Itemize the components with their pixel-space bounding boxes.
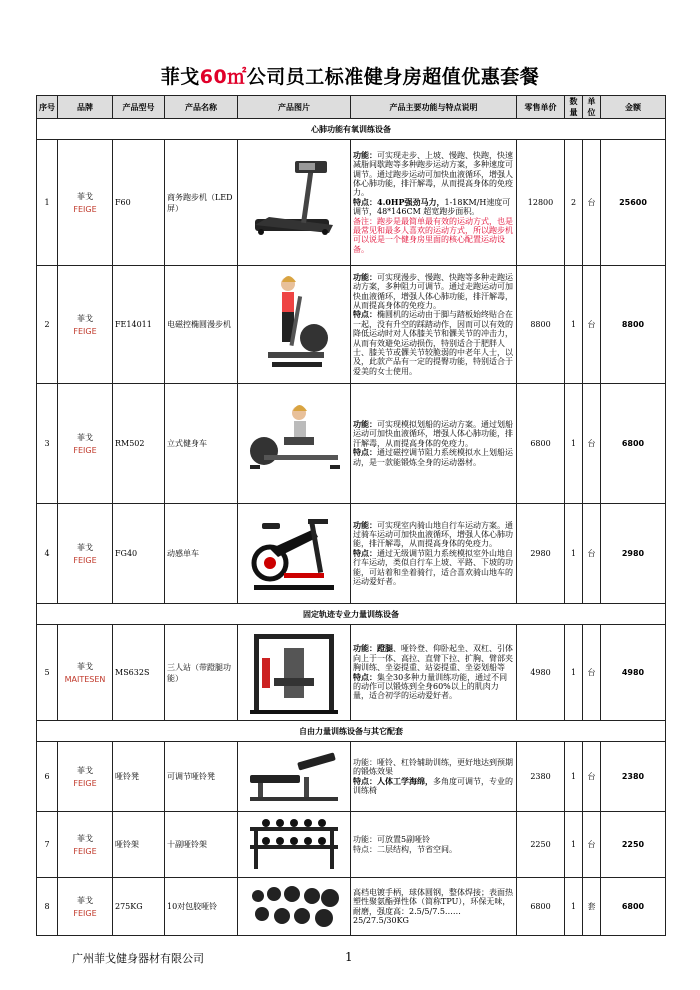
table-header-row (37, 96, 666, 119)
brand-cell (58, 266, 113, 384)
section-title: 自由力量训练设备与其它配套 (37, 721, 666, 742)
description-text: 1-18KM/H速度可调节，48*146CM 超宽跑步面积。 (353, 197, 511, 217)
brand-en: FEIGE (73, 204, 97, 214)
section-title: 固定轨迹专业力量训练设备 (37, 604, 666, 625)
row-number: 7 (37, 812, 58, 878)
brand-cn: 菲戈 (77, 542, 93, 552)
product-image-cell (238, 266, 351, 384)
product-name: 10对包胶哑铃 (165, 878, 238, 936)
description-cell (351, 504, 517, 604)
description-cell (351, 384, 517, 504)
product-name: 十副哑铃架 (165, 812, 238, 878)
unit-price: 6800 (517, 878, 565, 936)
table-row (37, 384, 666, 504)
description-bold: 特点：人体工学海绵， (353, 775, 433, 786)
brand-en: FEIGE (73, 445, 97, 455)
unit: 台 (583, 384, 601, 504)
description-cell (351, 266, 517, 384)
description-text: 可实现漫步、慢跑、快跑等多种走跑运动方案，多种阻力可调节。通过走跑运动可加快血液循环，增强人体心肺功能，排汗解毒，从而提高身体的免疫力。 (353, 272, 513, 310)
description-line (353, 835, 514, 844)
amount: 8800 (601, 266, 666, 384)
product-name: 商务跑步机（LED屏） (165, 140, 238, 266)
table-row (37, 878, 666, 936)
title-area: 60㎡ (199, 66, 247, 88)
brand-cell (58, 384, 113, 504)
description-line (353, 888, 514, 926)
description-bold: 特点： (353, 671, 377, 682)
product-image-cell (238, 812, 351, 878)
table-row (37, 266, 666, 384)
product-name: 电磁控椭圆漫步机 (165, 266, 238, 384)
table-row (37, 140, 666, 266)
description-cell (351, 625, 517, 721)
amount: 25600 (601, 140, 666, 266)
description-cell (351, 742, 517, 812)
company-name: 广州菲戈健身器材有限公司 (72, 952, 204, 965)
description-bold: 功能： (353, 271, 377, 282)
column-header: 数量 (565, 96, 583, 119)
product-image-cell (238, 625, 351, 721)
description-line (353, 273, 514, 311)
brand-cn: 菲戈 (77, 191, 93, 201)
spin-bike-image (240, 509, 348, 599)
row-number: 5 (37, 625, 58, 721)
description-bold: 功能： (353, 149, 377, 160)
amount: 2250 (601, 812, 666, 878)
brand-en: FEIGE (73, 908, 97, 918)
product-name: 可调节哑铃凳 (165, 742, 238, 812)
description-line (353, 310, 514, 376)
description-text: 集全30多种力量训练功能，通过不同的动作可以锻炼到全身60%以上的肌肉力量，适合初学的运动爱好者。 (353, 672, 508, 701)
description-line (353, 845, 514, 854)
quantity: 1 (565, 812, 583, 878)
brand-cn: 菲戈 (77, 432, 93, 442)
model-cell: FG40 (113, 504, 165, 604)
description-line (353, 521, 514, 549)
dumbbells-image (240, 882, 348, 932)
unit: 台 (583, 140, 601, 266)
brand-cell (58, 625, 113, 721)
unit-price: 4980 (517, 625, 565, 721)
brand-cell (58, 812, 113, 878)
description-line (353, 777, 514, 796)
column-header: 零售单价 (517, 96, 565, 119)
product-name: 立式健身车 (165, 384, 238, 504)
quantity: 1 (565, 742, 583, 812)
unit: 套 (583, 878, 601, 936)
brand-en: MAITESEN (64, 674, 106, 684)
unit: 台 (583, 504, 601, 604)
model-cell: RM502 (113, 384, 165, 504)
row-number: 1 (37, 140, 58, 266)
column-header: 单位 (583, 96, 601, 119)
description-text: 可实现走步、上坡、慢跑、快跑，快速减脂间歇跑等多种跑步运动方案，多种速度可调节。通过跑步运动可加快血液循环，增强人体心肺功能，排汗解毒，从而提高身体的免疫力。 (353, 150, 513, 198)
quantity: 1 (565, 504, 583, 604)
description-line (353, 198, 514, 217)
unit: 台 (583, 812, 601, 878)
description-text: 特点：二层结构，节省空间。 (353, 844, 457, 854)
description-line (353, 151, 514, 198)
brand-cell (58, 140, 113, 266)
multi-station-image (240, 628, 348, 718)
column-header: 产品图片 (238, 96, 351, 119)
row-number: 6 (37, 742, 58, 812)
product-image-cell (238, 742, 351, 812)
product-image-cell (238, 504, 351, 604)
column-header: 产品主要功能与特点说明 (351, 96, 517, 119)
title-brand: 菲戈 (160, 66, 200, 88)
brand-en: FEIGE (73, 555, 97, 565)
brand-cn: 菲戈 (77, 313, 93, 323)
description-text: 、哑铃登、仰卧起坐、双杠、引体向上于一体、高拉、直臂下拉、扩胸、臂部夹胸训练、坐姿提重、站姿提重、坐姿划船等 (353, 644, 513, 673)
brand-cn: 菲戈 (77, 765, 93, 775)
description-bold: 功能：蹬腿 (353, 643, 393, 654)
model-cell: 275KG (113, 878, 165, 936)
brand-en: FEIGE (73, 846, 97, 856)
column-header: 产品名称 (165, 96, 238, 119)
elliptical-image (240, 270, 348, 380)
model-cell: 哑铃架 (113, 812, 165, 878)
table-row (37, 625, 666, 721)
unit-price: 2250 (517, 812, 565, 878)
product-name: 动感单车 (165, 504, 238, 604)
quantity: 1 (565, 625, 583, 721)
description-bold: 功能： (353, 418, 377, 429)
section-title: 心肺功能有氧训练设备 (37, 119, 666, 140)
model-cell: F60 (113, 140, 165, 266)
description-text: 可实现模拟划船的运动方案。通过划船运动可加快血液循环，增强人体心肺功能，排汗解毒，从而提高身体的免疫力。 (353, 419, 513, 448)
description-text: 椭圆机的运动由于脚与踏板始终贴合在一起，没有升空的踩踏动作，因而可以有效的降低运动时对人体膝关节和髁关节的冲击力，从而有效避免运动损伤，特别适合于肥胖人士、膝关节或髁关节较脆弱的中老年人士，以及，此款产品有一定的提臀功能，特别适合于爱美的女士使用。 (353, 310, 513, 376)
description-bold: 特点： (353, 447, 377, 458)
row-number: 3 (37, 384, 58, 504)
table-row (37, 812, 666, 878)
description-cell (351, 140, 517, 266)
section-row (37, 721, 666, 742)
description-text: 功能：可放置5副哑铃 (353, 835, 431, 845)
amount: 2380 (601, 742, 666, 812)
amount: 6800 (601, 384, 666, 504)
column-header: 序号 (37, 96, 58, 119)
amount: 4980 (601, 625, 666, 721)
product-image-cell (238, 878, 351, 936)
description-text: 高档电镀手柄，球体圆钢，整体焊接；表面热塑性聚氨酯弹性体（简称TPU），环保无味，耐磨，强度高：2.5/5/7.5……25/27.5/30KG (353, 887, 513, 925)
description-text: 多角度可调节，专业的训练椅 (353, 776, 513, 795)
description-cell (351, 812, 517, 878)
product-image-cell (238, 140, 351, 266)
brand-cn: 菲戈 (77, 661, 93, 671)
unit-price: 8800 (517, 266, 565, 384)
column-header: 金额 (601, 96, 666, 119)
unit: 台 (583, 625, 601, 721)
amount: 2980 (601, 504, 666, 604)
brand-en: FEIGE (73, 326, 97, 336)
page-number: 1 (345, 950, 353, 964)
brand-cell (58, 504, 113, 604)
description-line (353, 549, 514, 587)
description-line (353, 420, 514, 448)
amount: 6800 (601, 878, 666, 936)
row-number: 8 (37, 878, 58, 936)
unit: 台 (583, 266, 601, 384)
treadmill-image (240, 155, 348, 250)
brand-cell (58, 878, 113, 936)
section-row (37, 604, 666, 625)
description-bold: 特点： (353, 309, 377, 320)
description-text: 功能：哑铃、杠铃辅助训练，更好地达到预期的锻炼效果 (353, 757, 513, 777)
product-image-cell (238, 384, 351, 504)
unit: 台 (583, 742, 601, 812)
description-line (353, 448, 514, 467)
description-line (353, 217, 514, 255)
description-line (353, 673, 514, 701)
description-text: 通过无级调节阻力系统模拟室外山地自行车运动，类似自行车上坡、平路、下坡的功能，可站着和坐着骑行，适合喜欢骑山地车的运动爱好者。 (353, 548, 513, 587)
brand-cn: 菲戈 (77, 895, 93, 905)
brand-cell (58, 742, 113, 812)
price-table (36, 95, 666, 936)
table-row (37, 742, 666, 812)
unit-price: 6800 (517, 384, 565, 504)
unit-price: 2380 (517, 742, 565, 812)
description-text: 可实现室内骑山地自行车运动方案。通过骑车运动可加快血液循环，增强人体心肺功能，排汗解毒，从而提高身体的免疫力。 (353, 520, 513, 549)
unit-price: 2980 (517, 504, 565, 604)
brand-cn: 菲戈 (77, 833, 93, 843)
column-header: 产品型号 (113, 96, 165, 119)
description-bold: 特点：4.0HP强劲马力， (353, 196, 445, 207)
bench-image (240, 747, 348, 807)
dumbbell-rack-image (240, 815, 348, 875)
page-title (0, 62, 700, 89)
column-header: 品牌 (58, 96, 113, 119)
description-bold: 功能： (353, 519, 377, 530)
row-number: 2 (37, 266, 58, 384)
description-note: 备注：跑步是最简单最有效的运动方式，也是最常见和最多人喜欢的运动方式，所以跑步机可以说是一个健身房里面的核心配置运动设备。 (353, 216, 513, 254)
brand-en: FEIGE (73, 778, 97, 788)
quantity: 1 (565, 266, 583, 384)
row-number: 4 (37, 504, 58, 604)
description-cell (351, 878, 517, 936)
rowing-machine-image (240, 399, 348, 489)
model-cell: FE14011 (113, 266, 165, 384)
description-text: 通过磁控调节阻力系统模拟水上划船运动，是一款能锻炼全身的运动器材。 (353, 448, 513, 467)
table-row (37, 504, 666, 604)
unit-price: 12800 (517, 140, 565, 266)
quantity: 2 (565, 140, 583, 266)
section-row (37, 119, 666, 140)
model-cell: 哑铃凳 (113, 742, 165, 812)
product-name: 三人站（带蹬腿功能） (165, 625, 238, 721)
quantity: 1 (565, 878, 583, 936)
description-bold: 特点： (353, 547, 377, 558)
model-cell: MS632S (113, 625, 165, 721)
quantity: 1 (565, 384, 583, 504)
description-line (353, 644, 514, 672)
title-rest: 公司员工标准健身房超值优惠套餐 (246, 66, 540, 88)
description-line (353, 758, 514, 777)
